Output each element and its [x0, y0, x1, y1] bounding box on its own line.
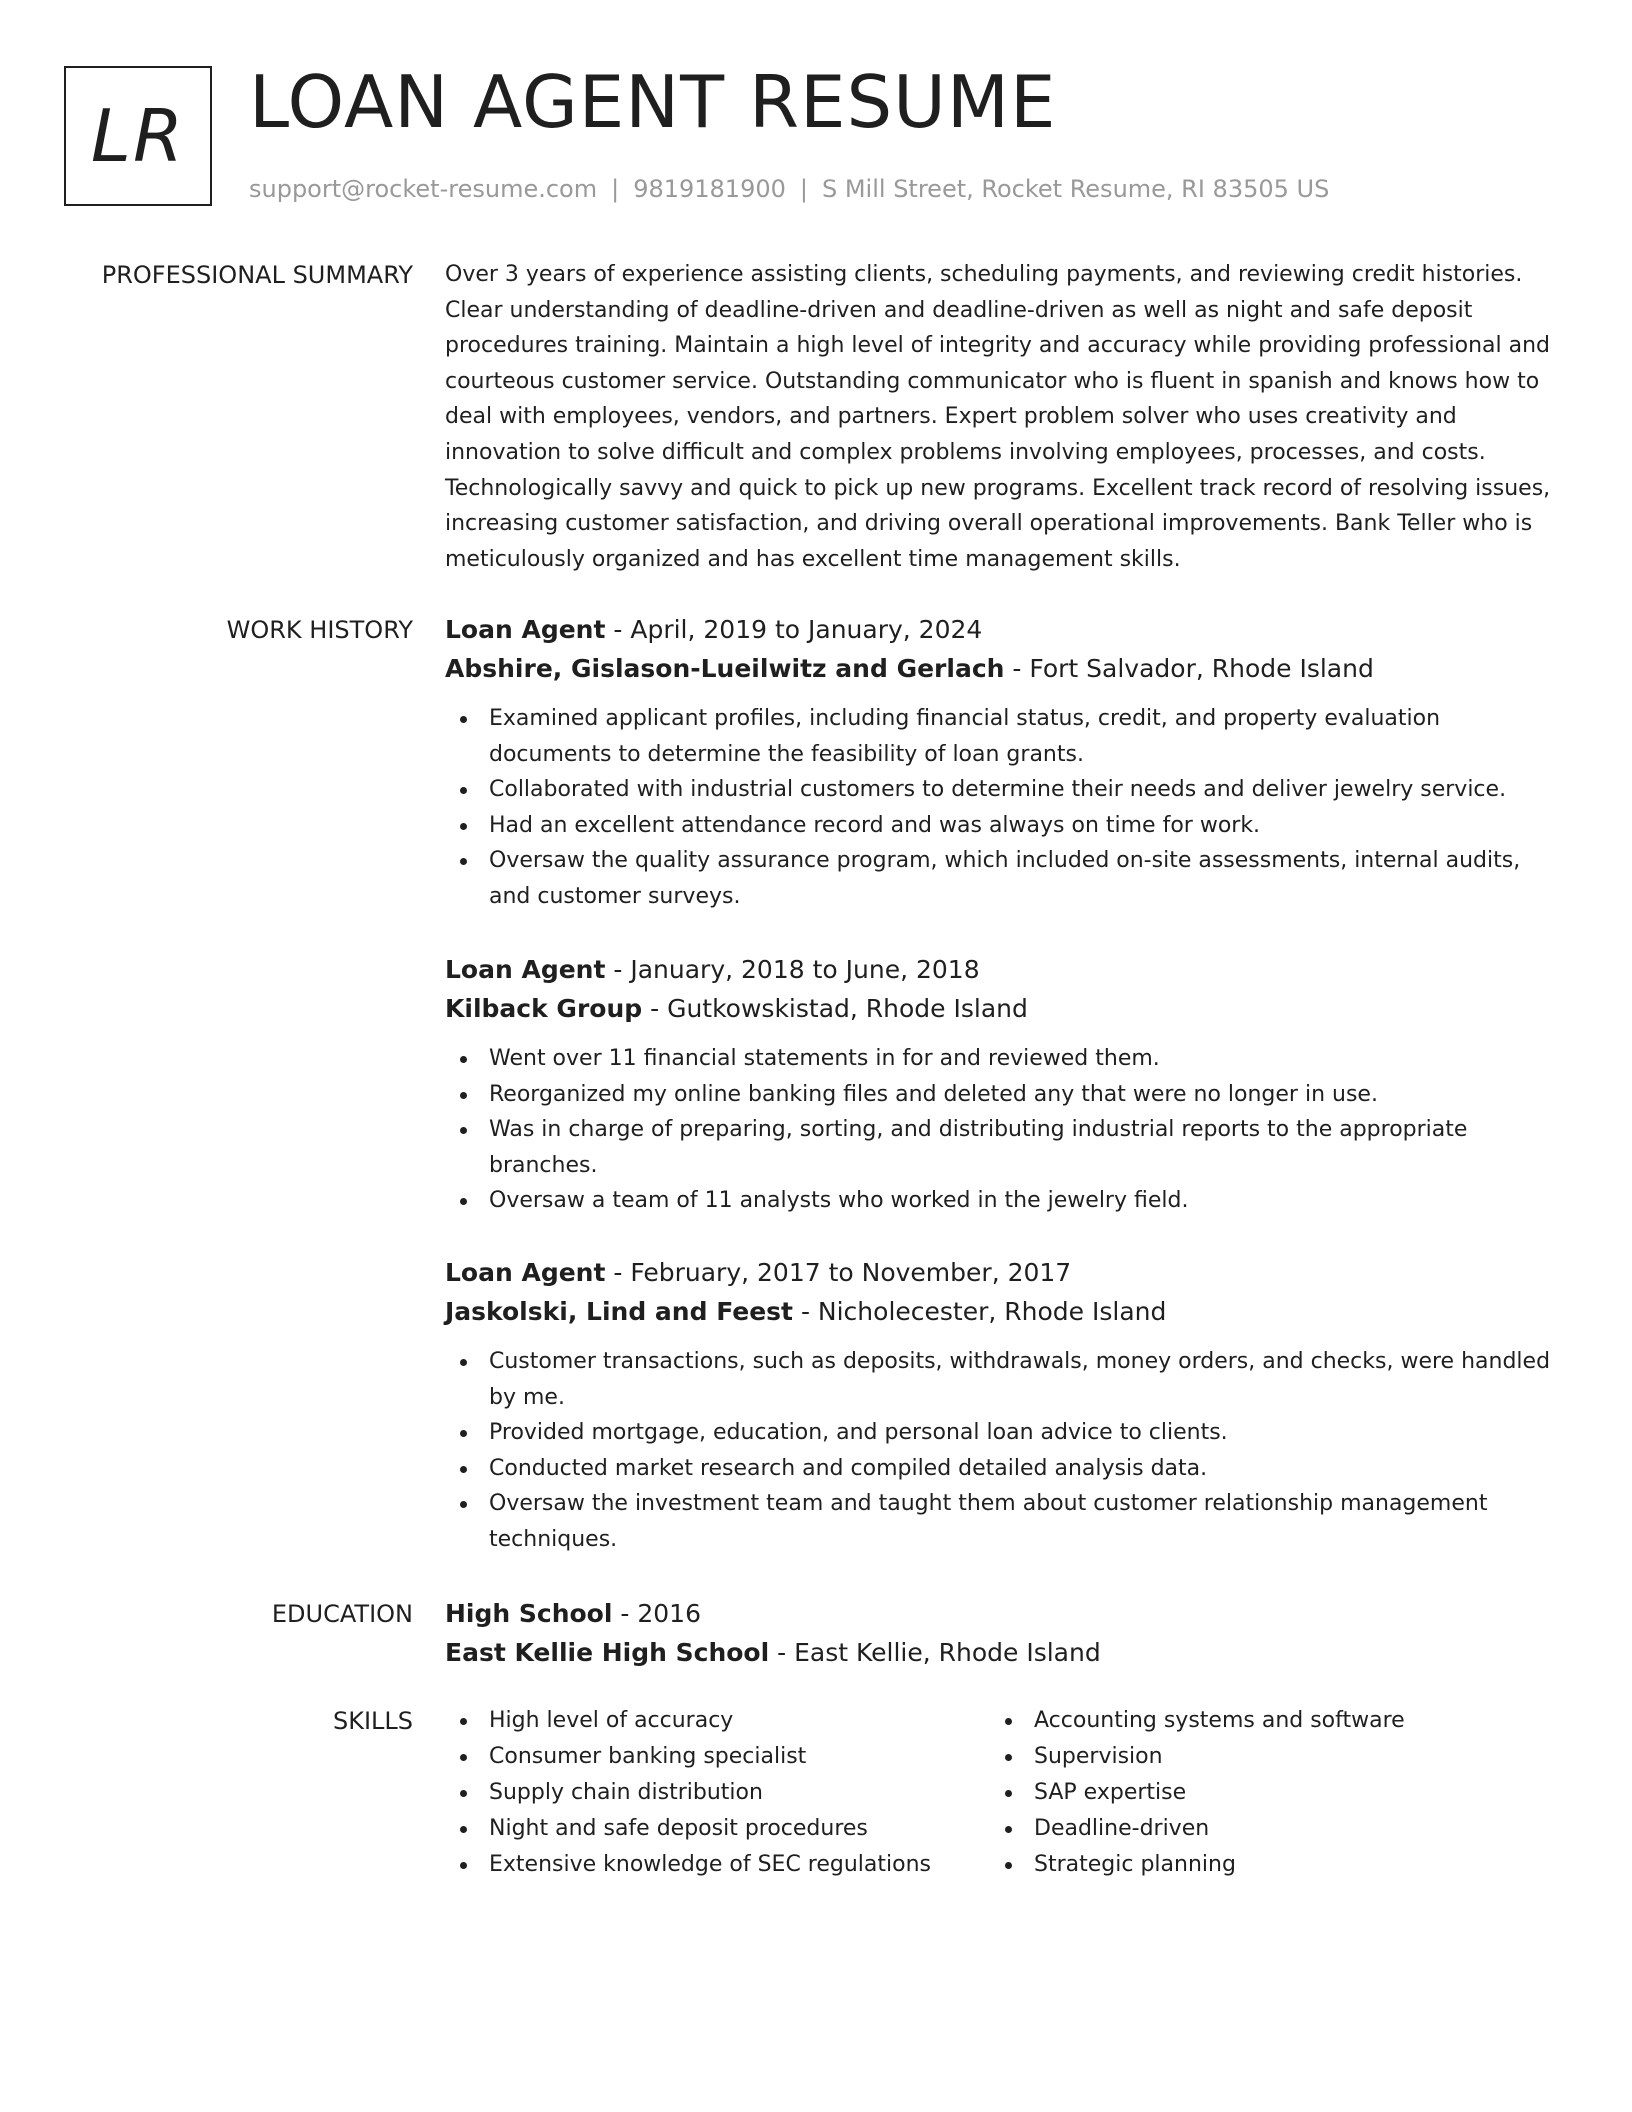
skill-item: SAP expertise [990, 1775, 1535, 1811]
job-location: - Fort Salvador, Rhode Island [1004, 654, 1374, 683]
job-title: Loan Agent [445, 955, 606, 984]
job-title-line [445, 1255, 1565, 1291]
skills-list-right [990, 1703, 1535, 1883]
section-heading: WORK HISTORY [226, 616, 413, 644]
job-bullet: Customer transactions, such as deposits, withdrawals, money orders, and checks, were handled by me. [445, 1344, 1565, 1415]
bullet-dot-icon [460, 1501, 467, 1508]
contact-separator: | [799, 175, 808, 203]
job-title-line [445, 612, 1565, 648]
bullet-dot-icon [460, 787, 467, 794]
education-school-line [445, 1635, 1565, 1671]
bullet-dot-icon [460, 858, 467, 865]
job-bullets [445, 1041, 1565, 1219]
contact-phone[interactable]: 9819181900 [633, 175, 786, 203]
bullet-dot-icon [460, 1092, 467, 1099]
job-company: Kilback Group [445, 994, 643, 1023]
skill-item: Extensive knowledge of SEC regulations [445, 1847, 990, 1883]
bullet-dot-icon [460, 1359, 467, 1366]
education-body [445, 1596, 1565, 1671]
job-bullets [445, 701, 1565, 915]
skill-item: Night and safe deposit procedures [445, 1811, 990, 1847]
job-bullet: Oversaw the quality assurance program, which included on-site assessments, internal audits, and customer surveys. [445, 843, 1565, 914]
bullet-dot-icon [460, 1430, 467, 1437]
job-entry [445, 612, 1565, 915]
job-entry [445, 1255, 1565, 1558]
job-title-line [445, 952, 1565, 988]
job-location: - Nicholecester, Rhode Island [793, 1297, 1167, 1326]
job-entry [445, 952, 1565, 1219]
resume-title: LOAN AGENT RESUME [249, 60, 1057, 144]
bullet-dot-icon [460, 1056, 467, 1063]
section-heading: PROFESSIONAL SUMMARY [101, 261, 413, 289]
job-bullet: Examined applicant profiles, including financial status, credit, and property evaluation documents to determine the feasibility of loan grants. [445, 701, 1565, 772]
education-degree: High School [445, 1599, 613, 1628]
bullet-dot-icon [460, 1826, 467, 1833]
education-location: - East Kellie, Rhode Island [769, 1638, 1101, 1667]
skills-list-left [445, 1703, 990, 1883]
bullet-dot-icon [460, 716, 467, 723]
skill-item: Supply chain distribution [445, 1775, 990, 1811]
job-company-line [445, 651, 1565, 687]
bullet-dot-icon [1005, 1754, 1012, 1761]
skill-item: Accounting systems and software [990, 1703, 1535, 1739]
bullet-dot-icon [460, 1862, 467, 1869]
job-company: Abshire, Gislason-Lueilwitz and Gerlach [445, 654, 1005, 683]
section-heading: EDUCATION [271, 1600, 413, 1628]
summary-text: Over 3 years of experience assisting clients, scheduling payments, and reviewing credit histories. Clear understanding of deadline-driven and deadline-driven as well as night and safe deposit procedures training. Maintain a high level of integrity and accuracy while providing professional and courteous customer service. Outstanding communicator who is fluent in spanish and knows how to deal with employees, vendors, and partners. Expert problem solver who uses creativity and innovation to solve difficult and complex problems involving employees, processes, and costs. Technologically savvy and quick to pick up new programs. Excellent track record of resolving issues, increasing customer satisfaction, and driving overall operational improvements. Bank Teller who is meticulously organized and has excellent time management skills. [445, 262, 1551, 572]
skills-body [445, 1703, 1565, 1883]
skill-item: High level of accuracy [445, 1703, 990, 1739]
bullet-dot-icon [460, 1790, 467, 1797]
job-bullet: Provided mortgage, education, and personal loan advice to clients. [445, 1415, 1565, 1451]
skill-item: Strategic planning [990, 1847, 1535, 1883]
job-title: Loan Agent [445, 615, 606, 644]
bullet-dot-icon [460, 1198, 467, 1205]
bullet-dot-icon [460, 1127, 467, 1134]
job-bullets [445, 1344, 1565, 1558]
job-company: Jaskolski, Lind and Feest [445, 1297, 793, 1326]
job-bullet: Oversaw the investment team and taught them about customer relationship management techniques. [445, 1486, 1565, 1557]
job-bullet: Collaborated with industrial customers to determine their needs and deliver jewelry service. [445, 772, 1565, 808]
bullet-dot-icon [460, 1718, 467, 1725]
job-dates: - January, 2018 to June, 2018 [605, 955, 980, 984]
job-dates: - April, 2019 to January, 2024 [605, 615, 983, 644]
job-title: Loan Agent [445, 1258, 606, 1287]
job-bullet: Oversaw a team of 11 analysts who worked in the jewelry field. [445, 1183, 1565, 1219]
job-location: - Gutkowskistad, Rhode Island [642, 994, 1028, 1023]
skill-item: Deadline-driven [990, 1811, 1535, 1847]
contact-separator: | [611, 175, 620, 203]
job-company-line [445, 991, 1565, 1027]
education-year: - 2016 [612, 1599, 701, 1628]
bullet-dot-icon [1005, 1826, 1012, 1833]
monogram-logo: LR [64, 66, 212, 206]
summary-body [445, 257, 1565, 577]
contact-address: S Mill Street, Rocket Resume, RI 83505 US [821, 175, 1330, 203]
skills-columns [445, 1703, 1565, 1883]
education-school: East Kellie High School [445, 1638, 770, 1667]
skill-item: Supervision [990, 1739, 1535, 1775]
job-bullet: Had an excellent attendance record and was always on time for work. [445, 808, 1565, 844]
job-bullet: Reorganized my online banking files and deleted any that were no longer in use. [445, 1077, 1565, 1113]
job-dates: - February, 2017 to November, 2017 [605, 1258, 1072, 1287]
bullet-dot-icon [1005, 1862, 1012, 1869]
bullet-dot-icon [1005, 1790, 1012, 1797]
contact-email[interactable]: support@rocket-resume.com [249, 175, 598, 203]
job-company-line [445, 1294, 1565, 1330]
education-degree-line [445, 1596, 1565, 1632]
job-bullet: Went over 11 financial statements in for and reviewed them. [445, 1041, 1565, 1077]
bullet-dot-icon [460, 823, 467, 830]
section-heading: SKILLS [332, 1707, 413, 1735]
contact-line [249, 172, 1329, 206]
bullet-dot-icon [460, 1466, 467, 1473]
job-bullet: Was in charge of preparing, sorting, and distributing industrial reports to the appropriate branches. [445, 1112, 1565, 1183]
bullet-dot-icon [1005, 1718, 1012, 1725]
bullet-dot-icon [460, 1754, 467, 1761]
skill-item: Consumer banking specialist [445, 1739, 990, 1775]
job-bullet: Conducted market research and compiled detailed analysis data. [445, 1451, 1565, 1487]
